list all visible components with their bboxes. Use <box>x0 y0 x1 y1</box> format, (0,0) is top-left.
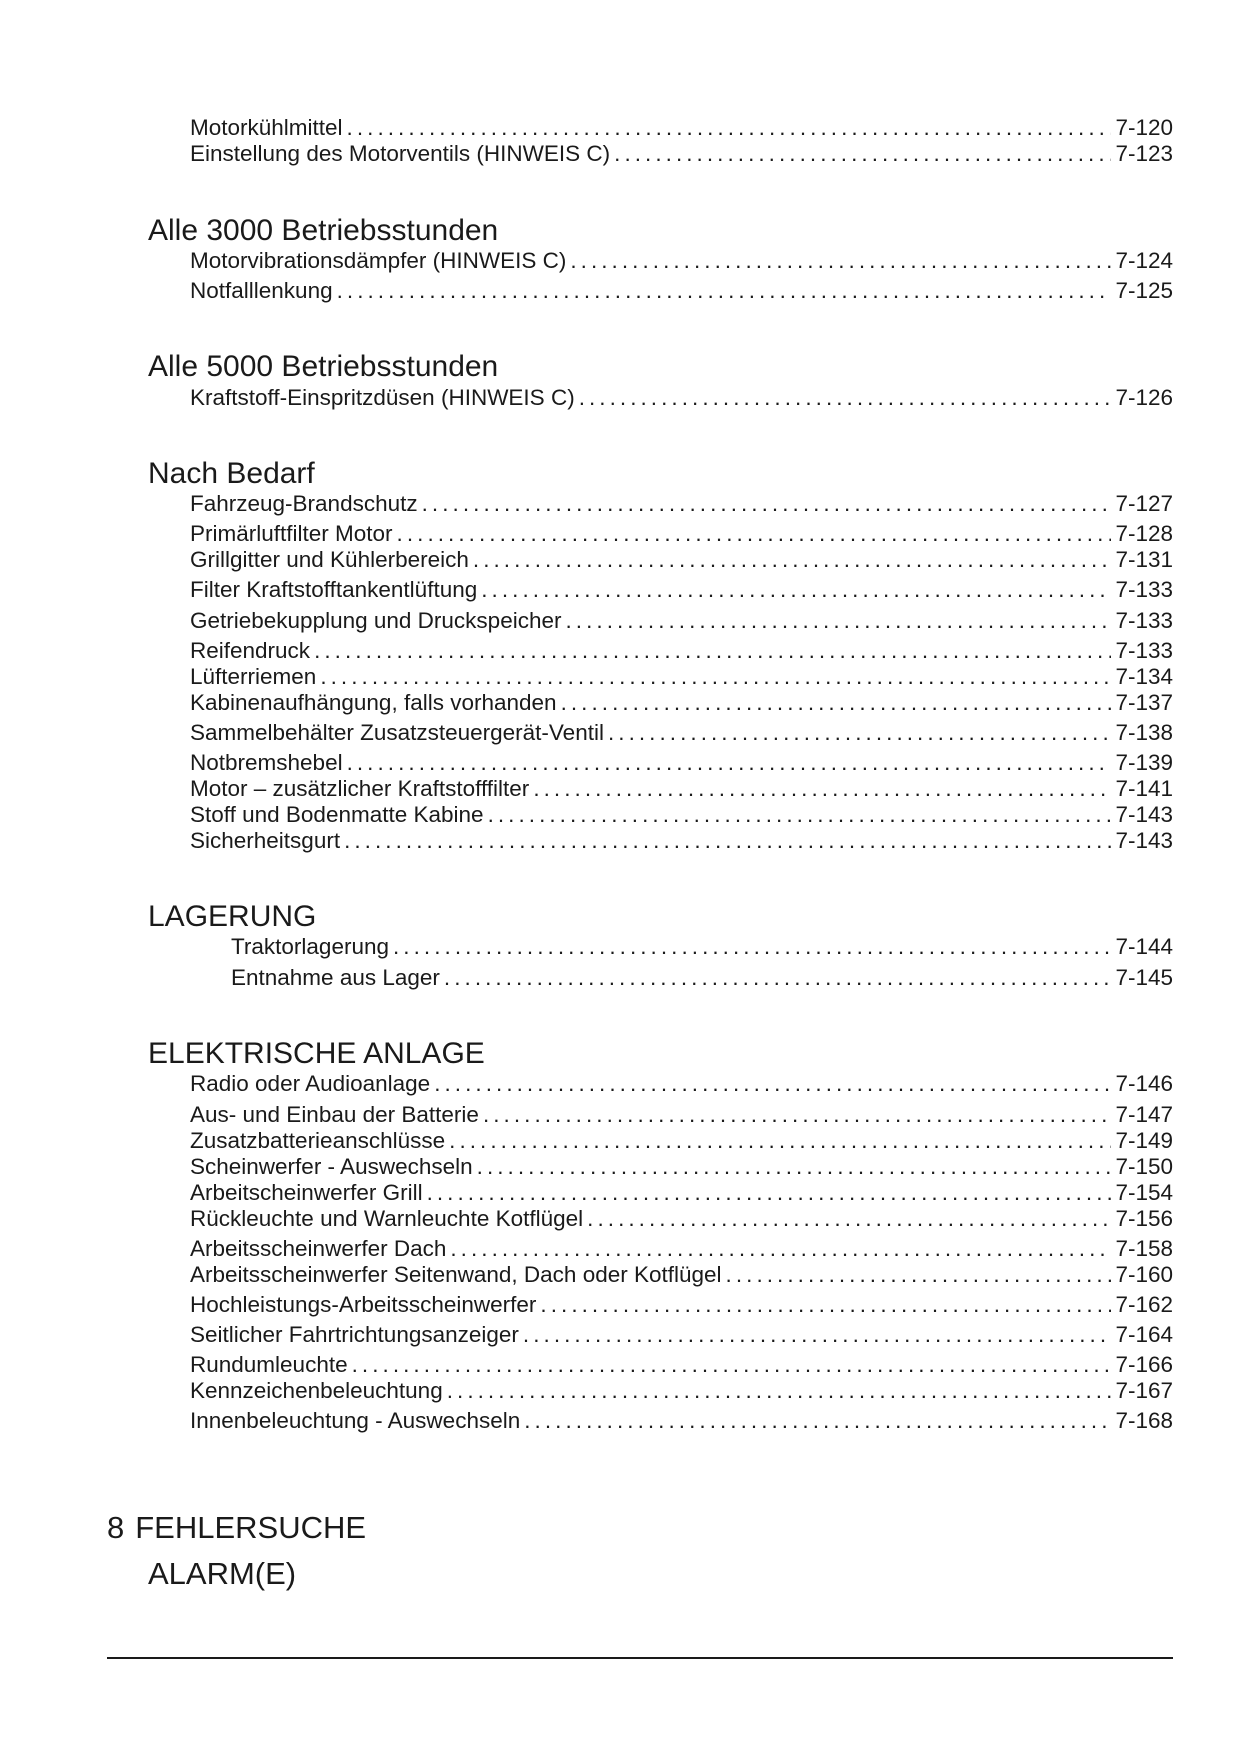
toc-entry-label: Sammelbehälter Zusatzsteuergerät-Ventil <box>190 720 604 745</box>
toc-entry[interactable] <box>190 248 1173 274</box>
toc-page-number: 7-124 <box>1115 248 1173 273</box>
toc-page-number: 7-141 <box>1115 776 1173 801</box>
toc-entry[interactable] <box>190 664 1173 690</box>
section-heading: Nach Bedarf <box>148 457 315 490</box>
toc-entry[interactable] <box>231 965 1173 991</box>
toc-entry-label: Scheinwerfer - Auswechseln <box>190 1154 473 1179</box>
toc-entry-label: Lüfterriemen <box>190 664 317 689</box>
dot-leader <box>561 690 1112 716</box>
dot-leader <box>483 1102 1112 1128</box>
toc-page-number: 7-154 <box>1115 1180 1173 1205</box>
toc-page-number: 7-150 <box>1115 1154 1173 1179</box>
toc-entry-label: Innenbeleuchtung - Auswechseln <box>190 1408 521 1433</box>
dot-leader <box>608 720 1111 746</box>
toc-entry-label: Kraftstoff-Einspritzdüsen (HINWEIS C) <box>190 385 575 410</box>
dot-leader <box>397 521 1112 547</box>
dot-leader <box>587 1206 1111 1232</box>
toc-entry-label: Motor – zusätzlicher Kraftstofffilter <box>190 776 530 801</box>
toc-entry[interactable] <box>190 690 1173 716</box>
toc-page-number: 7-168 <box>1115 1408 1173 1433</box>
toc-page-number: 7-145 <box>1115 965 1173 990</box>
chapter-heading <box>107 1510 366 1546</box>
section-heading: ALARM(E) <box>148 1556 297 1591</box>
toc-page-number: 7-146 <box>1115 1071 1173 1096</box>
toc-entry[interactable] <box>190 1262 1173 1288</box>
dot-leader <box>523 1322 1112 1348</box>
dot-leader <box>444 965 1112 991</box>
toc-entry-label: Entnahme aus Lager <box>231 965 440 990</box>
toc-entry[interactable] <box>190 278 1173 304</box>
toc-page-number: 7-162 <box>1115 1292 1173 1317</box>
toc-entry[interactable] <box>190 608 1173 634</box>
toc-entry[interactable] <box>190 1154 1173 1180</box>
footer-divider <box>107 1657 1173 1659</box>
toc-page-number: 7-147 <box>1115 1102 1173 1127</box>
dot-leader <box>473 547 1112 573</box>
toc-entry[interactable] <box>190 1352 1173 1378</box>
toc-page-number: 7-128 <box>1115 521 1173 546</box>
dot-leader <box>352 1352 1112 1378</box>
dot-leader <box>481 577 1111 603</box>
toc-page-number: 7-120 <box>1115 115 1173 140</box>
toc-entry[interactable] <box>190 1408 1173 1434</box>
dot-leader <box>422 491 1112 517</box>
toc-page-number: 7-133 <box>1115 608 1173 633</box>
dot-leader <box>477 1154 1112 1180</box>
toc-page-number: 7-167 <box>1115 1378 1173 1403</box>
dot-leader <box>393 934 1111 960</box>
toc-entry-label: Primärluftfilter Motor <box>190 521 393 546</box>
toc-entry-label: Getriebekupplung und Druckspeicher <box>190 608 562 633</box>
dot-leader <box>726 1262 1112 1288</box>
toc-entry-label: Arbeitsscheinwerfer Dach <box>190 1236 447 1261</box>
toc-page-number: 7-137 <box>1115 690 1173 715</box>
dot-leader <box>488 802 1112 828</box>
toc-entry[interactable] <box>190 141 1173 167</box>
toc-entry[interactable] <box>190 115 1173 141</box>
dot-leader <box>579 385 1112 411</box>
dot-leader <box>427 1180 1112 1206</box>
toc-entry-label: Kennzeichenbeleuchtung <box>190 1378 443 1403</box>
toc-page-number: 7-134 <box>1115 664 1173 689</box>
toc-entry[interactable] <box>190 1322 1173 1348</box>
toc-entry[interactable] <box>190 491 1173 517</box>
toc-entry[interactable] <box>190 1292 1173 1318</box>
toc-page-number: 7-131 <box>1115 547 1173 572</box>
dot-leader <box>434 1071 1111 1097</box>
section-heading: Alle 5000 Betriebsstunden <box>148 350 499 383</box>
toc-entry[interactable] <box>190 547 1173 573</box>
dot-leader <box>570 248 1111 274</box>
dot-leader <box>320 664 1111 690</box>
toc-entry-label: Seitlicher Fahrtrichtungsanzeiger <box>190 1322 519 1347</box>
toc-page-number: 7-143 <box>1115 802 1173 827</box>
toc-page-number: 7-126 <box>1115 385 1173 410</box>
toc-entry[interactable] <box>190 750 1173 776</box>
dot-leader <box>449 1128 1111 1154</box>
dot-leader <box>533 776 1111 802</box>
toc-entry[interactable] <box>190 521 1173 547</box>
toc-entry-label: Motorvibrationsdämpfer (HINWEIS C) <box>190 248 567 273</box>
toc-entry-label: Aus- und Einbau der Batterie <box>190 1102 479 1127</box>
section-heading: LAGERUNG <box>148 900 317 933</box>
toc-entry[interactable] <box>190 1128 1173 1154</box>
toc-entry-label: Rückleuchte und Warnleuchte Kotflügel <box>190 1206 584 1231</box>
dot-leader <box>344 828 1111 854</box>
toc-entry-label: Arbeitsscheinwerfer Seitenwand, Dach oder Kotflügel <box>190 1262 722 1287</box>
toc-page-number: 7-160 <box>1115 1262 1173 1287</box>
dot-leader <box>447 1378 1112 1404</box>
section-heading: Alle 3000 Betriebsstunden <box>148 214 499 247</box>
toc-page-number: 7-149 <box>1115 1128 1173 1153</box>
toc-entry[interactable] <box>190 776 1173 802</box>
dot-leader <box>347 750 1112 776</box>
section-heading: ELEKTRISCHE ANLAGE <box>148 1037 485 1070</box>
chapter-number: 8 <box>107 1510 125 1545</box>
toc-page-number: 7-138 <box>1115 720 1173 745</box>
toc-page-number: 7-143 <box>1115 828 1173 853</box>
dot-leader <box>314 638 1111 664</box>
toc-page-number: 7-133 <box>1115 577 1173 602</box>
toc-entry-label: Einstellung des Motorventils (HINWEIS C) <box>190 141 611 166</box>
toc-entry-label: Arbeitscheinwerfer Grill <box>190 1180 423 1205</box>
toc-page-number: 7-125 <box>1115 278 1173 303</box>
dot-leader <box>450 1236 1111 1262</box>
toc-entry-label: Fahrzeug-Brandschutz <box>190 491 418 516</box>
dot-leader <box>337 278 1112 304</box>
toc-page-number: 7-144 <box>1115 934 1173 959</box>
toc-entry-label: Stoff und Bodenmatte Kabine <box>190 802 484 827</box>
toc-entry[interactable] <box>231 934 1173 960</box>
toc-page-number: 7-166 <box>1115 1352 1173 1377</box>
toc-entry[interactable] <box>190 1236 1173 1262</box>
toc-page-number: 7-156 <box>1115 1206 1173 1231</box>
toc-entry[interactable] <box>190 385 1173 411</box>
dot-leader <box>614 141 1111 167</box>
toc-entry[interactable] <box>190 1071 1173 1097</box>
toc-entry-label: Notfalllenkung <box>190 278 333 303</box>
toc-entry-label: Reifendruck <box>190 638 311 663</box>
dot-leader <box>565 608 1111 634</box>
dot-leader <box>540 1292 1111 1318</box>
dot-leader <box>347 115 1112 141</box>
toc-entry[interactable] <box>190 720 1173 746</box>
toc-page-number: 7-158 <box>1115 1236 1173 1261</box>
toc-entry[interactable] <box>190 1206 1173 1232</box>
toc-entry[interactable] <box>190 638 1173 664</box>
toc-page-number: 7-139 <box>1115 750 1173 775</box>
dot-leader <box>524 1408 1111 1434</box>
toc-entry-label: Zusatzbatterieanschlüsse <box>190 1128 446 1153</box>
toc-entry[interactable] <box>190 802 1173 828</box>
chapter-title: FEHLERSUCHE <box>135 1510 367 1545</box>
toc-entry-label: Grillgitter und Kühlerbereich <box>190 547 469 572</box>
toc-entry-label: Notbremshebel <box>190 750 343 775</box>
toc-entry-label: Kabinenaufhängung, falls vorhanden <box>190 690 557 715</box>
toc-entry-label: Sicherheitsgurt <box>190 828 341 853</box>
toc-page-number: 7-133 <box>1115 638 1173 663</box>
toc-entry-label: Rundumleuchte <box>190 1352 348 1377</box>
toc-entry[interactable] <box>190 1180 1173 1206</box>
toc-entry[interactable] <box>190 577 1173 603</box>
toc-entry-label: Hochleistungs-Arbeitsscheinwerfer <box>190 1292 537 1317</box>
toc-page-number: 7-164 <box>1115 1322 1173 1347</box>
toc-entry[interactable] <box>190 828 1173 854</box>
toc-entry-label: Filter Kraftstofftankentlüftung <box>190 577 478 602</box>
toc-entry[interactable] <box>190 1378 1173 1404</box>
toc-entry-label: Traktorlagerung <box>231 934 389 959</box>
toc-page-number: 7-123 <box>1115 141 1173 166</box>
toc-entry[interactable] <box>190 1102 1173 1128</box>
toc-entry-label: Motorkühlmittel <box>190 115 343 140</box>
toc-page-number: 7-127 <box>1115 491 1173 516</box>
toc-entry-label: Radio oder Audioanlage <box>190 1071 431 1096</box>
